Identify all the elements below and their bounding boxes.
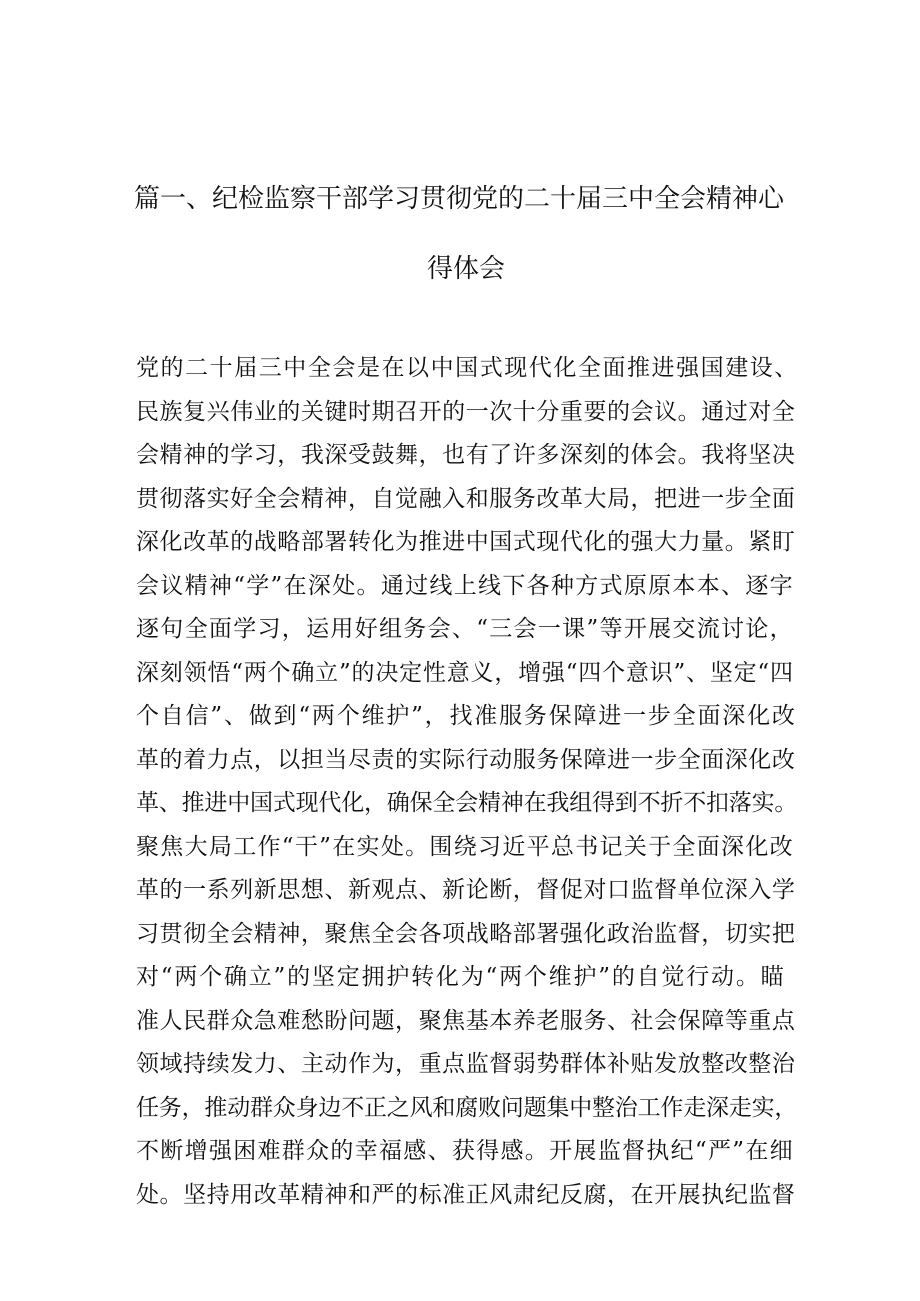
body-text-line: 革、推进中国式现代化，确保全会精神在我组得到不折不扣落实。 bbox=[136, 790, 798, 816]
body-text-line: 任务，推动群众身边不正之风和腐败问题集中整治工作走深走实， bbox=[136, 1095, 798, 1121]
body-text-line: 党的二十届三中全会是在以中国式现代化全面推进强国建设、 bbox=[136, 355, 799, 381]
body-text-line: 不断增强困难群众的幸福感、获得感。开展监督执纪“严”在细 bbox=[136, 1138, 794, 1164]
body-text-line: 会议精神“学”在深处。通过线上线下各种方式原原本本、逐字 bbox=[136, 573, 794, 599]
document-title-line-1: 篇一、纪检监察干部学习贯彻党的二十届三中全会精神心 bbox=[134, 184, 785, 214]
body-text-line: 对“两个确立”的坚定拥护转化为“两个维护”的自觉行动。瞄 bbox=[136, 964, 786, 990]
body-text-line: 革的一系列新思想、新观点、新论断，督促对口监督单位深入学 bbox=[136, 877, 796, 903]
body-text-line: 深化改革的战略部署转化为推进中国式现代化的强大力量。紧盯 bbox=[136, 529, 796, 555]
body-text-line: 个自信”、做到“两个维护”，找准服务保障进一步全面深化改 bbox=[136, 703, 797, 729]
document-title-line-2: 得体会 bbox=[427, 254, 506, 284]
body-text-line: 准人民群众急难愁盼问题，聚焦基本养老服务、社会保障等重点 bbox=[136, 1008, 796, 1034]
body-text-line: 处。坚持用改革精神和严的标准正风肃纪反腐，在开展执纪监督 bbox=[136, 1182, 796, 1208]
body-text-line: 聚焦大局工作“干”在实处。围绕习近平总书记关于全面深化改 bbox=[136, 834, 794, 860]
body-text-line: 贯彻落实好全会精神，自觉融入和服务改革大局，把进一步全面 bbox=[136, 486, 796, 512]
body-text-line: 深刻领悟“两个确立”的决定性意义，增强“四个意识”、坚定“四 bbox=[136, 660, 794, 686]
body-text-line: 逐句全面学习，运用好组务会、“三会一课”等开展交流讨论， bbox=[136, 616, 794, 642]
body-text-line: 革的着力点，以担当尽责的实际行动服务保障进一步全面深化改 bbox=[136, 747, 796, 773]
body-text-line: 习贯彻全会精神，聚焦全会各项战略部署强化政治监督，切实把 bbox=[136, 921, 796, 947]
body-text-line: 会精神的学习，我深受鼓舞，也有了许多深刻的体会。我将坚决 bbox=[136, 442, 796, 468]
body-text-line: 领域持续发力、主动作为，重点监督弱势群体补贴发放整改整治 bbox=[136, 1051, 796, 1077]
body-text-line: 民族复兴伟业的关键时期召开的一次十分重要的会议。通过对全 bbox=[136, 399, 796, 425]
